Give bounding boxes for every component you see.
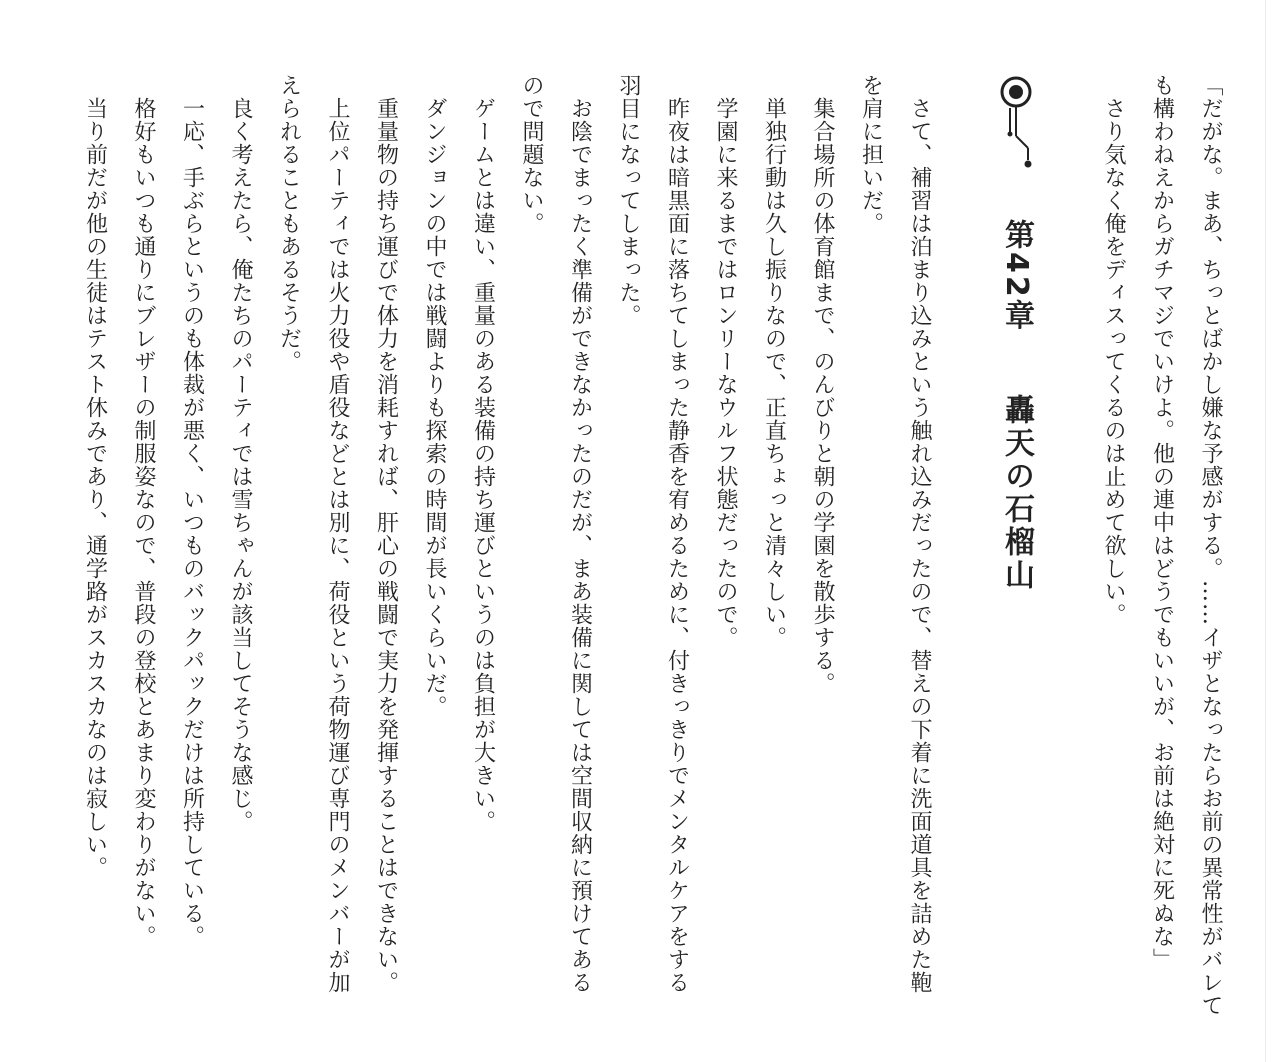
paragraph-line: お陰でまったく準備ができなかったのだが、まあ装備に関しては空間収納に預けてある	[567, 74, 593, 994]
paragraph-line: 羽目になってしまった。	[616, 74, 641, 327]
paragraph-line: えられることもあるそうだ。	[276, 74, 302, 373]
paragraph-line: 良く考えたら、俺たちのパーティでは雪ちゃんが該当してそうな感じ。	[228, 74, 253, 833]
paragraph-line: ダンジョンの中では戦闘よりも探索の時間が長いくらいだ。	[422, 74, 447, 718]
paragraph-line: 当り前だが他の生徒はテスト休みであり、通学路がスカスカなのは寂しい。	[82, 74, 108, 879]
paragraph-line: 昨夜は暗黒面に落ちてしまった静香を宥めるために、付きっきりでメンタルケアをする	[664, 74, 690, 994]
vertical-text-body	[70, 74, 1234, 1034]
page-edge-rule	[1265, 0, 1266, 1062]
paragraph-line: ので問題ない。	[519, 74, 544, 235]
paragraph-line: 単独行動は久し振りなので、正直ちょっと清々しい。	[761, 74, 787, 649]
blank-line	[943, 74, 992, 1034]
paragraph-line: さり気なく俺をディスってくるのは止めて欲しい。	[1101, 74, 1126, 626]
paragraph-line: も構わねえからガチマジでいけよ。他の連中はどうでもいいが、お前は絶対に死ぬな」	[1149, 74, 1175, 971]
paragraph-line: 集合場所の体育館まで、のんびりと朝の学園を散歩する。	[810, 74, 835, 695]
circuit-node-icon	[992, 74, 1040, 184]
paragraph-line: 一応、手ぶらというのも体裁が悪く、いつものバックパックだけは所持している。	[179, 74, 205, 948]
chapter-heading	[992, 74, 1041, 1034]
paragraph-line: さて、補習は泊まり込みという触れ込みだったので、替えの下着に洗面道具を詰めた鞄	[907, 74, 932, 994]
paragraph-line: 「だがな。まあ、ちっとばかし嫌な予感がする。……イザとなったらお前の異常性がバレて	[1198, 74, 1223, 1017]
paragraph-line: 上位パーティでは火力役や盾役などとは別に、荷役という荷物運び専門のメンバーが加	[325, 74, 350, 994]
chapter-title: 轟天の石榴山	[999, 394, 1034, 593]
paragraph-line: 学園に来るまではロンリーなウルフ状態だったので。	[713, 74, 738, 649]
blank-line	[1040, 74, 1089, 1034]
paragraph-line: を肩に担いだ。	[858, 74, 884, 235]
paragraph-line: 格好もいつも通りにブレザーの制服姿なので、普段の登校とあまり変わりがない。	[131, 74, 156, 948]
paragraph-line: 重量物の持ち運びで体力を消耗すれば、肝心の戦闘で実力を発揮することはできない。	[373, 74, 399, 994]
paragraph-line: ゲームとは違い、重量のある装備の持ち運びというのは負担が大きい。	[470, 74, 496, 833]
chapter-label: 第42章	[999, 219, 1034, 334]
